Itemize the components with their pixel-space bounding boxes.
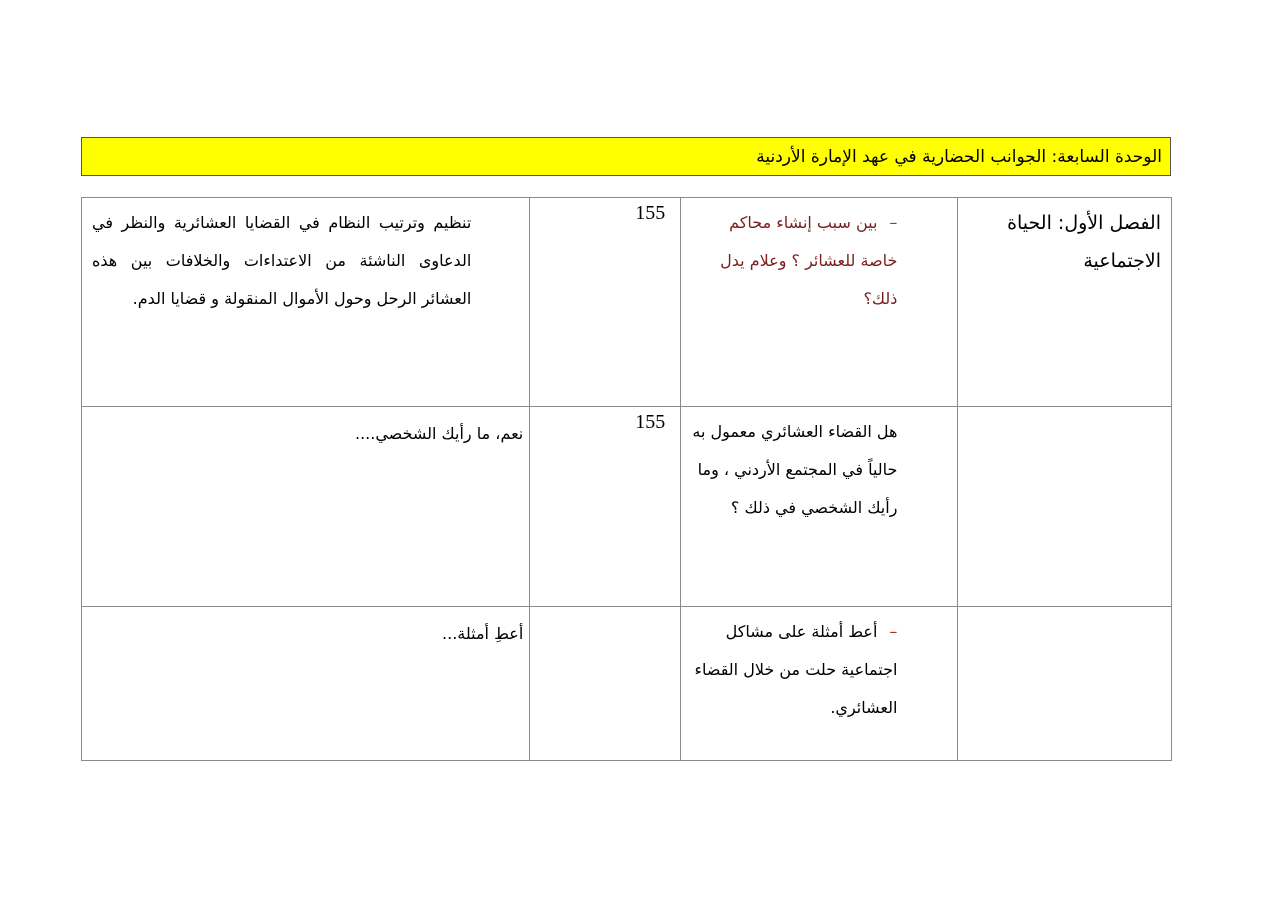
question-label: أعط أمثلة على مشاكل اجتماعية حلت من خلال القضاء العشائري. xyxy=(694,622,898,717)
answer-text: تنظيم وترتيب النظام في القضايا العشائرية والنظر في الدعاوى الناشئة من الاعتداءات والخلافات بين هذه العشائر الرحل وحول الأموال المنقولة و قضايا الدم. xyxy=(92,213,472,308)
page-number: 155 xyxy=(635,411,666,433)
question-cell xyxy=(680,198,958,407)
table-row xyxy=(82,198,1172,407)
table-row xyxy=(82,407,1172,607)
dash-marker: – xyxy=(889,622,898,641)
answer-cell xyxy=(82,407,530,607)
page-cell xyxy=(530,407,680,607)
chapter-cell xyxy=(958,607,1172,761)
table-row xyxy=(82,607,1172,761)
page-cell xyxy=(530,198,680,407)
answer-cell xyxy=(82,198,530,407)
question-label: بين سبب إنشاء محاكم خاصة للعشائر ؟ وعلام يدل ذلك؟ xyxy=(720,213,898,308)
chapter-title xyxy=(958,607,1171,613)
unit-title-banner: الوحدة السابعة: الجوانب الحضارية في عهد الإمارة الأردنية xyxy=(81,137,1171,176)
question-text xyxy=(681,607,958,727)
question-text: هل القضاء العشائري معمول به حالياً في المجتمع الأردني ، وما رأيك الشخصي في ذلك ؟ xyxy=(692,422,898,517)
answer-text: أعطِ أمثلة... xyxy=(442,624,524,643)
question-text xyxy=(681,198,958,318)
chapter-cell xyxy=(958,198,1172,407)
page-cell xyxy=(530,607,680,761)
page-number: 155 xyxy=(635,202,666,224)
chapter-cell xyxy=(958,407,1172,607)
chapter-title: الفصل الأول: الحياة الاجتماعية xyxy=(1007,212,1161,272)
page-number xyxy=(530,607,679,611)
answer-cell xyxy=(82,607,530,761)
answer-text: نعم، ما رأيك الشخصي.... xyxy=(354,424,524,443)
lesson-table xyxy=(81,197,1172,761)
question-cell xyxy=(680,607,958,761)
dash-marker: – xyxy=(889,213,898,232)
chapter-title xyxy=(958,407,1171,413)
question-cell xyxy=(680,407,958,607)
